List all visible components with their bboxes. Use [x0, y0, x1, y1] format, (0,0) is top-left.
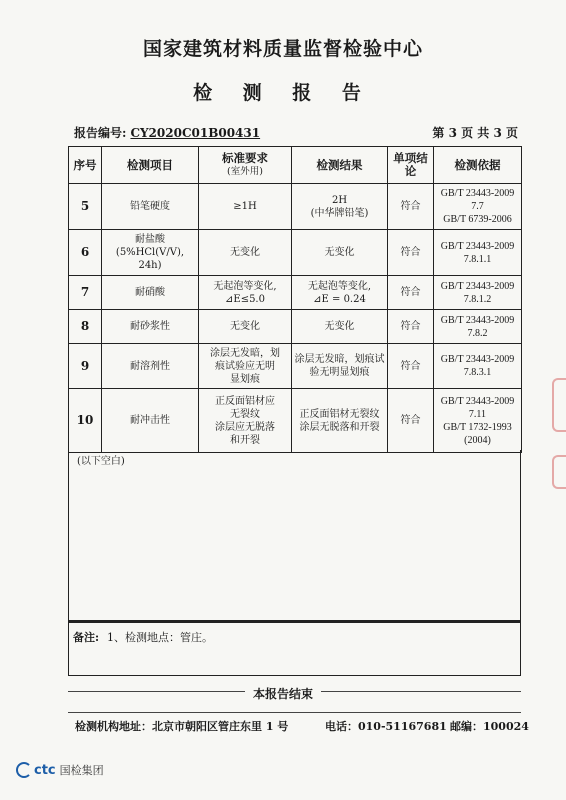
cell-item [102, 230, 199, 276]
item-line: 耐盐酸 [135, 234, 165, 245]
footer-address: 检测机构地址：北京市朝阳区管庄东里 1 号 [75, 720, 289, 733]
table-row [69, 310, 522, 344]
header-requirement [199, 147, 292, 184]
cell-requirement: 无变化 [199, 230, 292, 276]
table-header-row [69, 147, 522, 184]
header-seq: 序号 [69, 147, 102, 184]
result-line: 正反面铝材无裂纹 [299, 408, 380, 420]
table-row [69, 230, 522, 276]
basis-line: GB/T 23443-2009 [440, 240, 515, 252]
basis-line: 7.8.1.1 [463, 253, 492, 265]
remarks-text: 1、检测地点：管庄。 [107, 631, 213, 644]
cell-result [292, 344, 388, 389]
cell-result [292, 276, 388, 310]
cell-conclusion: 符合 [388, 310, 434, 344]
org-title: 国家建筑材料质量监督检验中心 [142, 38, 423, 60]
header-conclusion: 单项结论 [388, 147, 434, 184]
cell-basis [434, 276, 522, 310]
cell-basis [434, 310, 522, 344]
header-item: 检测项目 [102, 147, 199, 184]
cell-item: 耐溶剂性 [102, 344, 199, 389]
cell-item: 耐砂浆性 [102, 310, 199, 344]
table-row [69, 184, 522, 230]
cell-result [292, 389, 388, 453]
seal-stamp-edge [552, 378, 566, 432]
footer-phone: 电话：010-51167681 [325, 720, 447, 733]
cell-requirement [199, 276, 292, 310]
cell-seq: 10 [69, 389, 102, 453]
item-line: (5%HCl(V/V), [115, 247, 185, 258]
basis-line: GB/T 23443-2009 [440, 395, 515, 407]
page-info: 第 3 页 共 3 页 [432, 126, 518, 140]
cell-item: 耐硝酸 [102, 276, 199, 310]
cell-conclusion: 符合 [388, 389, 434, 453]
cell-requirement: 无变化 [199, 310, 292, 344]
report-title: 检 测 报 告 [193, 82, 373, 104]
basis-line: GB/T 23443-2009 [440, 314, 515, 326]
item-line: 24h) [138, 260, 162, 271]
cell-requirement [199, 389, 292, 453]
basis-line: GB/T 1732-1993 [443, 421, 512, 433]
basis-line: 7.8.2 [467, 327, 488, 339]
cell-result: 无变化 [292, 310, 388, 344]
basis-line: (2004) [464, 434, 491, 446]
basis-line: 7.11 [468, 408, 487, 420]
basis-line: GB/T 23443-2009 [440, 280, 515, 292]
result-line: (中华牌铅笔) [310, 207, 369, 219]
requirement-line: 无裂纹 [230, 408, 260, 420]
basis-line: GB/T 6739-2006 [443, 214, 512, 225]
cell-conclusion: 符合 [388, 276, 434, 310]
basis-line: 7.7 [471, 201, 484, 212]
cell-item: 耐冲击性 [102, 389, 199, 453]
basis-line: GB/T 23443-2009 [440, 188, 515, 199]
footer-divider [68, 712, 521, 713]
footer-zip: 邮编：100024 [450, 720, 529, 733]
cell-seq: 5 [69, 184, 102, 230]
logo-ring-icon [16, 762, 32, 778]
report-number [74, 124, 260, 141]
table-row [69, 344, 522, 389]
cell-basis [434, 344, 522, 389]
results-table [68, 146, 522, 453]
cell-item: 铅笔硬度 [102, 184, 199, 230]
header-requirement-sub: (室外用) [227, 166, 263, 177]
header-requirement-main: 标准要求 [222, 151, 268, 165]
requirement-line: 和开裂 [230, 434, 260, 446]
cell-seq: 6 [69, 230, 102, 276]
logo-name: 国检集团 [59, 764, 104, 777]
cell-seq: 8 [69, 310, 102, 344]
requirement-line: 显划痕 [230, 373, 260, 385]
end-of-report [0, 683, 566, 702]
blank-note: (以下空白) [77, 456, 125, 467]
table-row [69, 276, 522, 310]
result-line: 无起泡等变化, [307, 280, 372, 292]
basis-line: 7.8.3.1 [463, 367, 492, 378]
cell-basis [434, 184, 522, 230]
basis-line: 7.8.1.2 [463, 293, 492, 305]
header-basis: 检测依据 [434, 147, 522, 184]
requirement-line: 涂层应无脱落 [215, 421, 275, 433]
table-row [69, 389, 522, 453]
result-line: 验无明显划痕 [309, 367, 370, 378]
logo-mark: ctc [34, 762, 56, 778]
report-number-value: CY2020C01B00431 [130, 126, 261, 140]
header-result: 检测结果 [292, 147, 388, 184]
cell-conclusion: 符合 [388, 344, 434, 389]
cell-conclusion: 符合 [388, 230, 434, 276]
end-of-report-text: 本报告结束 [245, 687, 321, 701]
requirement-line: 涂层无发暗，划 [210, 347, 280, 359]
report-number-label: 报告编号: [74, 126, 127, 140]
cell-conclusion: 符合 [388, 184, 434, 230]
cell-seq: 7 [69, 276, 102, 310]
requirement-line: 痕试验应无明 [215, 360, 275, 372]
cell-requirement: ≥1H [199, 184, 292, 230]
requirement-line: 无起泡等变化, [213, 280, 277, 292]
seal-stamp-edge [552, 455, 566, 489]
cell-seq: 9 [69, 344, 102, 389]
cell-requirement [199, 344, 292, 389]
cell-result [292, 184, 388, 230]
basis-line: GB/T 23443-2009 [440, 354, 515, 365]
result-line: ⊿E = 0.24 [313, 293, 366, 305]
result-line: 涂层无脱落和开裂 [299, 421, 380, 433]
remarks-box [68, 621, 521, 676]
company-logo [16, 762, 104, 778]
blank-area [68, 450, 521, 621]
cell-basis [434, 389, 522, 453]
result-line: 涂层无发暗，划痕试 [294, 354, 385, 365]
requirement-line: 正反面铝材应 [215, 395, 275, 407]
remarks-label: 备注: [73, 631, 100, 644]
cell-result: 无变化 [292, 230, 388, 276]
result-line: 2H [331, 194, 348, 206]
requirement-line: ⊿E≤5.0 [225, 293, 265, 305]
cell-basis [434, 230, 522, 276]
